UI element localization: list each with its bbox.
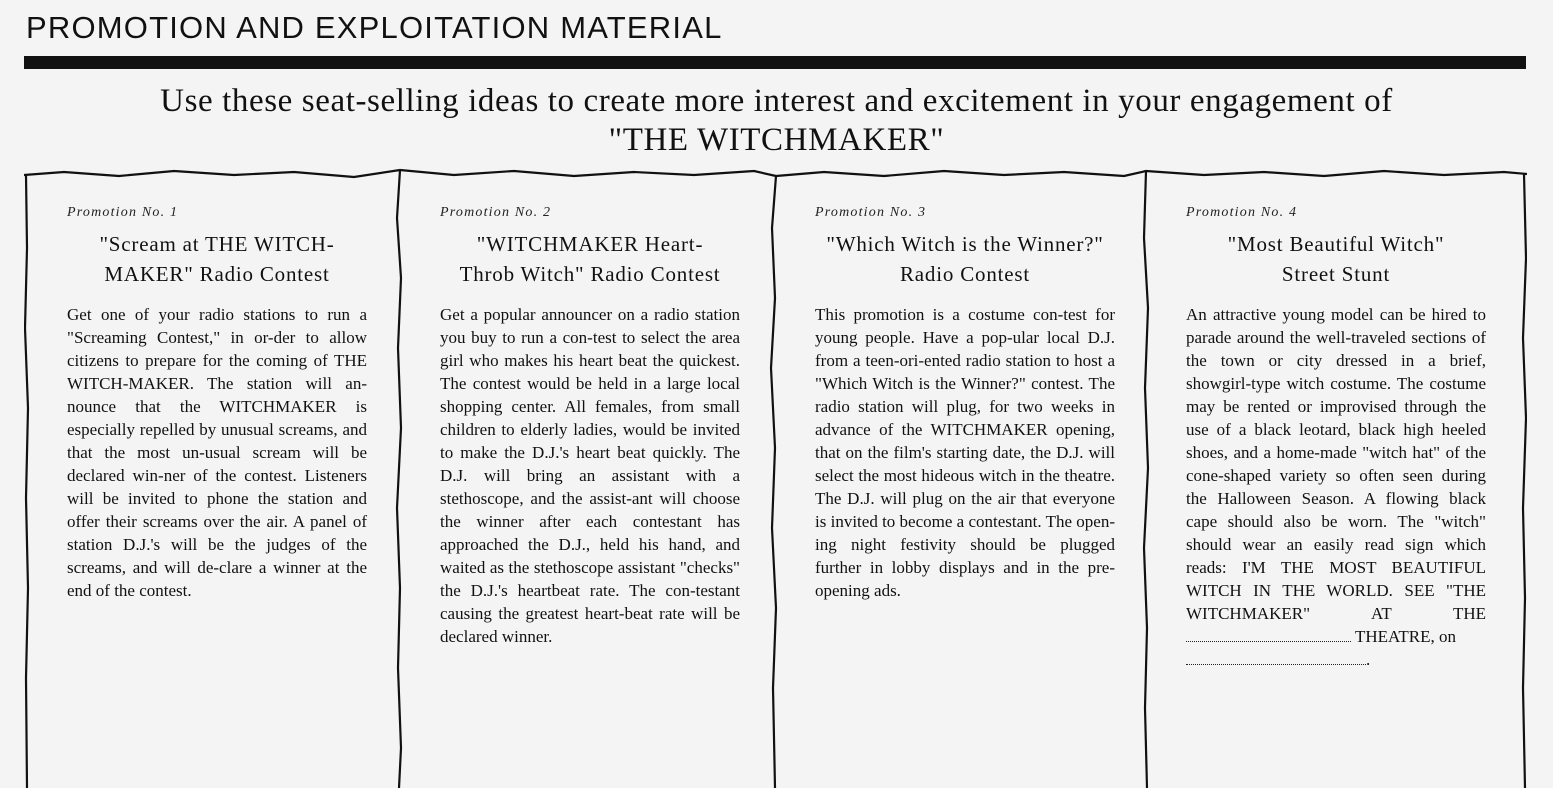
promotion-panel-1 <box>67 205 367 602</box>
fill-in-blank-theatre <box>1186 627 1351 642</box>
promotion-number: Promotion No. 3 <box>815 205 927 220</box>
panel-divider-1 <box>397 170 401 788</box>
panel-border-top <box>24 170 1527 177</box>
promotion-title <box>67 229 367 289</box>
promotion-body: Get a popular announcer on a radio station you buy to run a con-test to select the area girl who makes his heart beat the quickest. The contest would be held in a large local shopping center. All females, from small children to elderly ladies, would be invited to make the D.J.'s heart beat quickly. The D.J. will bring an assistant with a stethoscope, and the assist-ant will choose the winner after each contestant has approached the D.J., held his hand, and waited as the stethoscope assistant "checks" the D.J.'s heartbeat rate. The con-testant causing the greatest heart-beat rate will be declared winner. <box>440 305 740 646</box>
promotion-title <box>815 229 1115 289</box>
promotion-panel-2 <box>440 205 740 648</box>
promotion-body <box>1186 303 1486 671</box>
panel-border-right <box>1523 174 1526 788</box>
subheading-line-1: Use these seat-selling ideas to create more interest and excitement in your engagement of <box>160 83 1393 119</box>
promotion-panel-3 <box>815 205 1115 602</box>
promotion-title-line-2: Radio Contest <box>900 262 1030 286</box>
subheading-line-2: "THE WITCHMAKER" <box>608 122 945 158</box>
promotion-body: This promotion is a costume con-test for young people. Have a pop-ular local D.J. from a teen-ori-ented radio station to host a "Which Witch is the Winner?" contest. The radio station will plug, for two weeks in advance of the WITCHMAKER opening, that on the film's starting date, the D.J. will select the most hideous witch in the theatre. The D.J. will plug on the air that everyone is invited to become a contestant. The open-ing night festivity should be plugged further in lobby displays and in the pre-opening ads. <box>815 305 1115 600</box>
promotion-number: Promotion No. 2 <box>440 205 552 220</box>
fill-in-blank-date <box>1186 650 1366 665</box>
promotion-title-line-2: Throb Witch" Radio Contest <box>459 262 721 286</box>
promotion-title-line-2: Street Stunt <box>1281 262 1391 286</box>
promotion-title-line-1: "Which Witch is the Winner?" <box>826 232 1104 256</box>
page-heading: PROMOTION AND EXPLOITATION MATERIAL <box>26 10 723 45</box>
promotion-body-suffix: THEATRE, on <box>1354 627 1456 646</box>
promotion-panel-4 <box>1186 205 1486 671</box>
promotion-body: Get one of your radio stations to run a "Screaming Contest," in or-der to allow citizens to prepare for the coming of THE WITCH-MAKER. The station will an-nounce that the WITCHMAKER is especially repelled by unusual screams, and that the most un-usual scream will be declared win-ner of the contest. Listeners will be invited to phone the station and offer their screams over the air. A panel of station D.J.'s will be the judges of the screams, and will de-clare a winner at the end of the contest. <box>67 305 367 600</box>
promotion-title-line-2: MAKER" Radio Contest <box>104 262 330 286</box>
subheading <box>0 82 1553 160</box>
promotion-body-text: An attractive young model can be hired to parade around the well-traveled sections of the town or city dressed in a brief, showgirl-type witch costume. The costume may be rented or improvised through the use of a black leotard, black high heeled shoes, and a home-made "witch hat" of the cone-shaped variety so often seen during the Halloween Season. A flowing black cape should also be worn. The "witch" should wear an easily read sign which reads: I'M THE MOST BEAUTIFUL WITCH IN THE WORLD. SEE "THE WITCHMAKER" AT THE <box>1186 305 1486 623</box>
promotion-number: Promotion No. 4 <box>1186 205 1298 220</box>
panel-divider-2 <box>771 176 776 788</box>
promotion-number: Promotion No. 1 <box>67 205 179 220</box>
promotion-title <box>440 229 740 289</box>
promotion-title-line-1: "Scream at THE WITCH- <box>99 232 335 256</box>
promotion-title-line-1: "Most Beautiful Witch" <box>1227 232 1445 256</box>
heading-rule <box>24 56 1526 69</box>
promotion-title <box>1186 229 1486 289</box>
panel-border-left <box>25 175 28 788</box>
panel-divider-3 <box>1144 171 1148 788</box>
promotion-title-line-1: "WITCHMAKER Heart- <box>476 232 704 256</box>
promotion-body-end: . <box>1366 650 1371 669</box>
